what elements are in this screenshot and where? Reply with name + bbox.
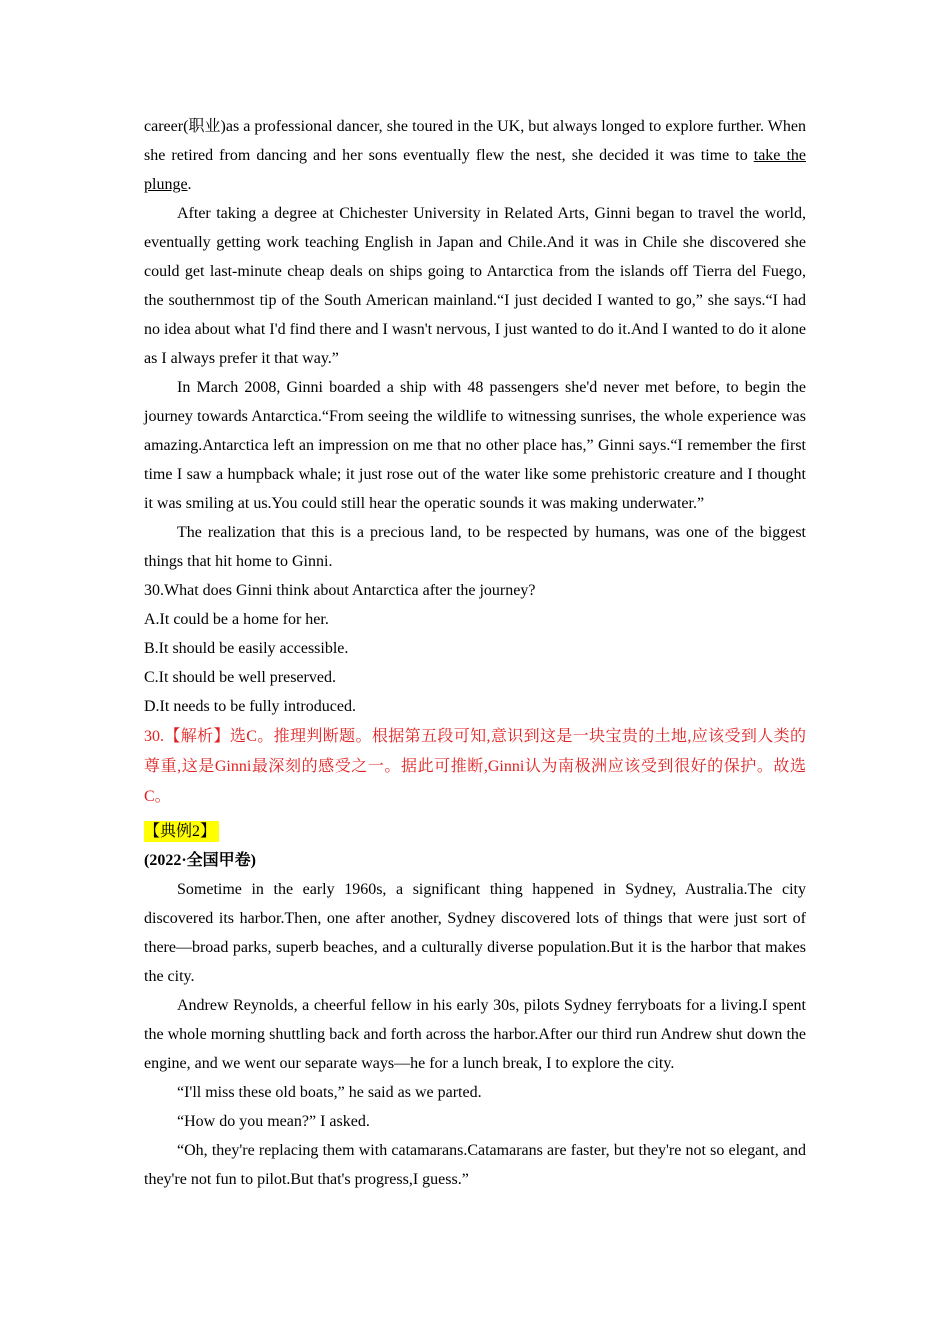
answer-analysis: 30.【解析】选C。推理判断题。根据第五段可知,意识到这是一块宝贵的土地,应该受到人类的尊重,这是Ginni最深刻的感受之一。据此可推断,Ginni认为南极洲应该受到很好的保护。故选C。 (144, 728, 806, 805)
example-paragraph-4: “How do you mean?” I asked. (177, 1113, 370, 1130)
document-content (144, 112, 806, 1194)
underlined-phrase: take the plunge (144, 147, 806, 193)
passage-paragraph-2: After taking a degree at Chichester University in Related Arts, Ginni began to travel the world, eventually getting work teaching English in Japan and Chile.And it was in Chile she discovered she could get last-minute cheap deals on ships going to Antarctica from the islands off Tierra del Fuego, the southernmost tip of the South American mainland.“I just decided I wanted to go,” she says.“I had no idea about what I'd find there and I wasn't nervous, I just wanted to do it.And I wanted to do it alone as I always prefer it that way.” (144, 205, 806, 367)
option-c: C.It should be well preserved. (144, 669, 336, 686)
example-paragraph-2: Andrew Reynolds, a cheerful fellow in his early 30s, pilots Sydney ferryboats for a living.I spent the whole morning shuttling back and forth across the harbor.After our third run Andrew shut down the engine, and we went our separate ways—he for a lunch break, I to explore the city. (144, 997, 806, 1072)
example-source: (2022·全国甲卷) (144, 852, 256, 869)
example-tag: 【典例2】 (144, 821, 219, 842)
paragraph-end: . (187, 176, 192, 193)
passage-paragraph-3: In March 2008, Ginni boarded a ship with 48 passengers she'd never met before, to begin the journey towards Antarctica.“From seeing the wildlife to witnessing sunrises, the whole experience was amazing.Antarctica left an impression on me that no other place has,” Ginni says.“I remember the first time I saw a humpback whale; it just rose out of the water like some prehistoric creature and I thought it was smiling at us.You could still hear the operatic sounds it was making underwater.” (144, 379, 806, 512)
example-paragraph-5: “Oh, they're replacing them with catamarans.Catamarans are faster, but they're not so elegant, and they're not fun to pilot.But that's progress,I guess.” (144, 1142, 806, 1188)
passage-paragraph-1 (144, 112, 806, 199)
passage-paragraph-4: The realization that this is a precious land, to be respected by humans, was one of the biggest things that hit home to Ginni. (144, 524, 806, 570)
option-d: D.It needs to be fully introduced. (144, 698, 356, 715)
option-b: B.It should be easily accessible. (144, 640, 349, 657)
paragraph-text: career(职业)as a professional dancer, she toured in the UK, but always longed to explore further. When she retired from dancing and her sons eventually flew the nest, she decided it was time to (144, 118, 806, 164)
example-paragraph-3: “I'll miss these old boats,” he said as we parted. (177, 1084, 482, 1101)
question-stem: 30.What does Ginni think about Antarctica after the journey? (144, 582, 536, 599)
example-paragraph-1: Sometime in the early 1960s, a significant thing happened in Sydney, Australia.The city discovered its harbor.Then, one after another, Sydney discovered lots of things that were just sort of there—broad parks, superb beaches, and a culturally diverse population.But it is the harbor that makes the city. (144, 881, 806, 985)
option-a: A.It could be a home for her. (144, 611, 329, 628)
